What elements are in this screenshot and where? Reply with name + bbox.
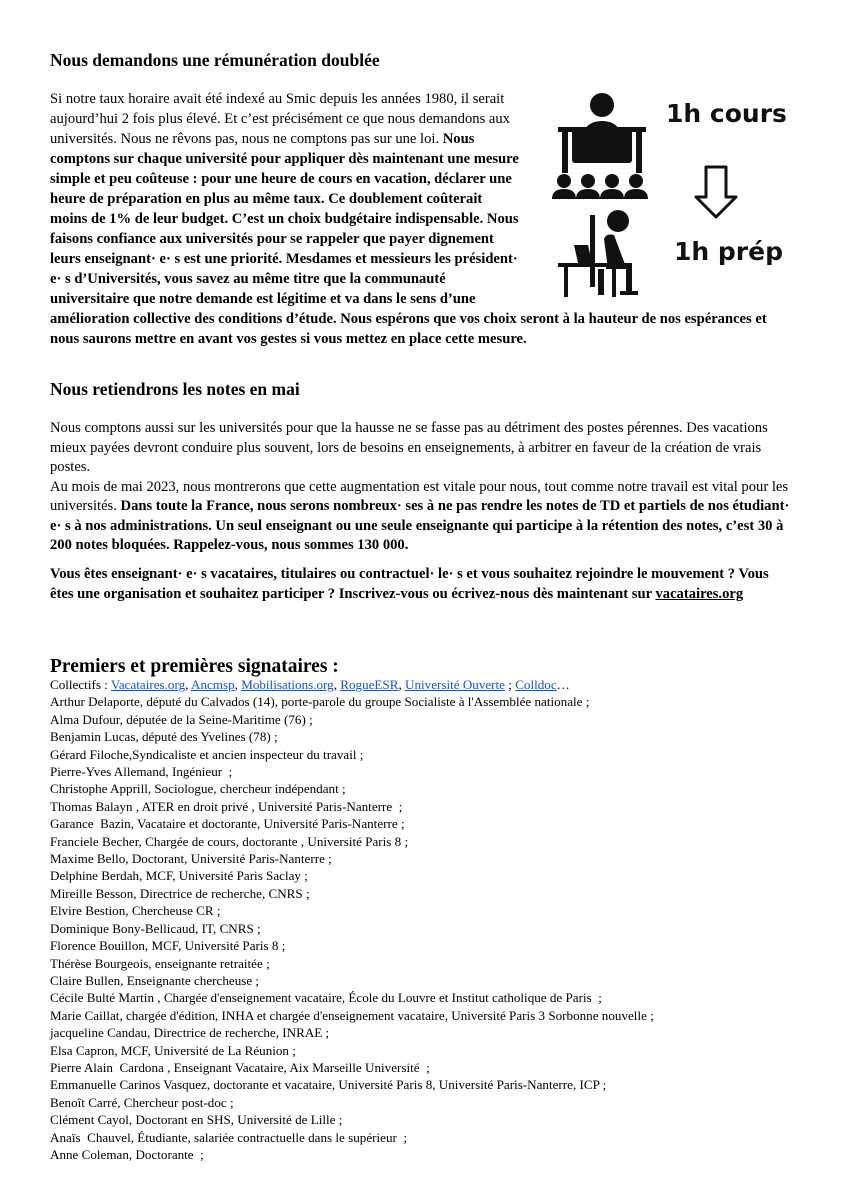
signatory-entry: Mireille Besson, Directrice de recherche, CNRS ;	[50, 885, 310, 901]
signatory-entry: Benoît Carré, Chercheur post-doc ;	[50, 1094, 234, 1110]
collectif-link[interactable]: Vacataires.org	[110, 677, 186, 692]
signatory-entry: Claire Bullen, Enseignante chercheuse ;	[50, 972, 260, 988]
arrow-down-icon	[696, 167, 736, 217]
signatory-entry: Cécile Bulté Martin , Chargée d'enseignement vacataire, École du Louvre et Institut catholique de Paris ;	[50, 990, 602, 1006]
separator: …	[556, 677, 570, 692]
signatory-entry: Franciele Becher, Chargée de cours, doctorante , Université Paris 8 ;	[50, 833, 409, 849]
signatory-entry: Pierre-Yves Allemand, Ingénieur ;	[50, 764, 233, 780]
teacher-class-icon	[552, 93, 648, 199]
call-text: Vous êtes enseignant· e· s vacataires, titulaires ou contractuel· le· s et vous souhaitez rejoindre le mouvement ? Vous êtes une organisation et souhaitez participer ? Inscrivez-vous ou écrivez-nous dès maintenant sur	[50, 566, 769, 602]
collectifs-label: Collectifs :	[50, 677, 111, 692]
signatory-entry: Thérèse Bourgeois, enseignante retraitée ;	[50, 955, 270, 971]
signatories-list	[50, 676, 810, 1163]
signatory-entry: Clément Cayol, Doctorant en SHS, Université de Lille ;	[50, 1112, 343, 1128]
signatory-entry: Christophe Apprill, Sociologue, chercheur indépendant ;	[50, 781, 346, 797]
signatory-entry: Gérard Filoche,Syndicaliste et ancien inspecteur du travail ;	[50, 746, 364, 762]
section-title-notes: Nous retiendrons les notes en mai	[50, 379, 300, 399]
separator: ;	[505, 677, 516, 692]
signatory-entry: Marie Caillat, chargée d'édition, INHA et chargée d'enseignement vacataire, Université Paris 3 Sorbonne nouvelle ;	[50, 1007, 654, 1023]
cours-prep-illustration	[536, 87, 798, 307]
signatory-entry: Elsa Capron, MCF, Université de La Réunion ;	[50, 1042, 296, 1058]
notes-paragraph-1: Nous comptons aussi sur les universités pour que la hausse ne se fasse pas au détriment des postes pérennes. Des vacations mieux payées devront conduire plus souvent, lors de besoins en enseignements, à arbitrer en faveur de la création de vrais postes.	[50, 420, 768, 475]
collectif-link[interactable]: RogueESR	[340, 677, 399, 692]
signatory-entry: Benjamin Lucas, député des Yvelines (78) ;	[50, 729, 278, 745]
call-to-action	[50, 564, 795, 604]
collectifs-line	[50, 676, 810, 693]
collectif-link[interactable]: Colldoc	[515, 677, 557, 692]
signatory-entry: Anaïs Chauvel, Étudiante, salariée contractuelle dans le supérieur ;	[50, 1129, 408, 1145]
signatory-entry: Alma Dufour, députée de la Seine-Maritime (76) ;	[50, 711, 313, 727]
signatory-entry: Maxime Bello, Doctorant, Université Paris-Nanterre ;	[50, 851, 332, 867]
signatory-entry: Thomas Balayn , ATER en droit privé , Université Paris-Nanterre ;	[50, 798, 403, 814]
signatory-entry: Delphine Berdah, MCF, Université Paris Saclay ;	[50, 868, 308, 884]
collectif-link[interactable]: Ancmsp	[190, 677, 235, 692]
person-laptop-icon	[558, 210, 638, 297]
collectif-link[interactable]: Mobilisations.org	[241, 677, 334, 692]
vacataires-link[interactable]: vacataires.org	[655, 586, 744, 602]
collectif-link[interactable]: Université Ouverte	[405, 677, 505, 692]
separator: ,	[333, 677, 341, 692]
figure-label-prep: 1h prép	[674, 237, 783, 266]
signatory-entry: Anne Coleman, Doctorante ;	[50, 1146, 204, 1162]
separator: ,	[185, 677, 191, 692]
signatory-entry: Emmanuelle Carinos Vasquez, doctorante et vacataire, Université Paris 8, Université Paris-Nanterre, ICP ;	[50, 1077, 607, 1093]
signatory-entry: Arthur Delaporte, député du Calvados (14), porte-parole du groupe Socialiste à l'Assemblée nationale ;	[50, 694, 590, 710]
section-title-remuneration: Nous demandons une rémunération doublée	[50, 50, 380, 70]
notes-paragraph-2-bold: Dans toute la France, nous serons nombreux· ses à ne pas rendre les notes de TD et partiels de nos étudiant· e· s à nos administrations. Un seul enseignant ou une seule enseignante qui participe à la rétention des notes, c’est 30 à 200 notes bloquées. Rappelez-vous, nous sommes 130 000.	[50, 498, 790, 553]
section-paragraph-remuneration	[50, 89, 790, 349]
paragraph-bold-text: Nous comptons sur chaque université pour appliquer dès maintenant une mesure simple et peu coûteuse : pour une heure de cours en vacation, déclarer une heure de préparation en plus au même taux. Ce doublement coûterait moins de 1% de leur budget. C’est un choix budgétaire indispensable. Nous faisons confiance aux universités pour se rappeler que payer dignement leurs enseignant· e· s est une priorité. Mesdames et messieurs les président· e· s d’Universités, vous savez au même titre que la communauté universitaire que notre demande est légitime et va dans le sens d’une amélioration collective des conditions d’étude. Nous espérons que vos choix seront à la hauteur de nos espérances et nous saurons mettre en avant vos gestes si vous mettez en place cette mesure.	[50, 131, 767, 347]
signatories-title: Premiers et premières signataires :	[50, 656, 339, 677]
signatory-entry: Florence Bouillon, MCF, Université Paris 8 ;	[50, 938, 286, 954]
separator: ,	[398, 677, 405, 692]
signatory-entry: Elvire Bestion, Chercheuse CR ;	[50, 903, 221, 919]
paragraph-normal-text: Si notre taux horaire avait été indexé au Smic depuis les années 1980, il serait aujourd’hui 2 fois plus élevé. Et c’est précisément ce que nous demandons aux universités. Nous ne rêvons pas, nous ne comptons pas sur une loi.	[50, 91, 510, 147]
notes-paragraph-2-normal: Au mois de mai 2023, nous montrerons que cette augmentation est vitale pour nous, tout comme notre travail est vital pour les universités.	[50, 478, 789, 514]
separator: ,	[234, 677, 242, 692]
signatory-entry: Pierre Alain Cardona , Enseignant Vacataire, Aix Marseille Université ;	[50, 1059, 430, 1075]
signatory-entry: Dominique Bony-Bellicaud, IT, CNRS ;	[50, 920, 261, 936]
signatory-entry: jacqueline Candau, Directrice de recherche, INRAE ;	[50, 1025, 330, 1041]
section-paragraph-notes	[50, 419, 795, 556]
signatory-entry: Garance Bazin, Vacataire et doctorante, Université Paris-Nanterre ;	[50, 816, 405, 832]
figure-label-cours: 1h cours	[666, 99, 787, 128]
